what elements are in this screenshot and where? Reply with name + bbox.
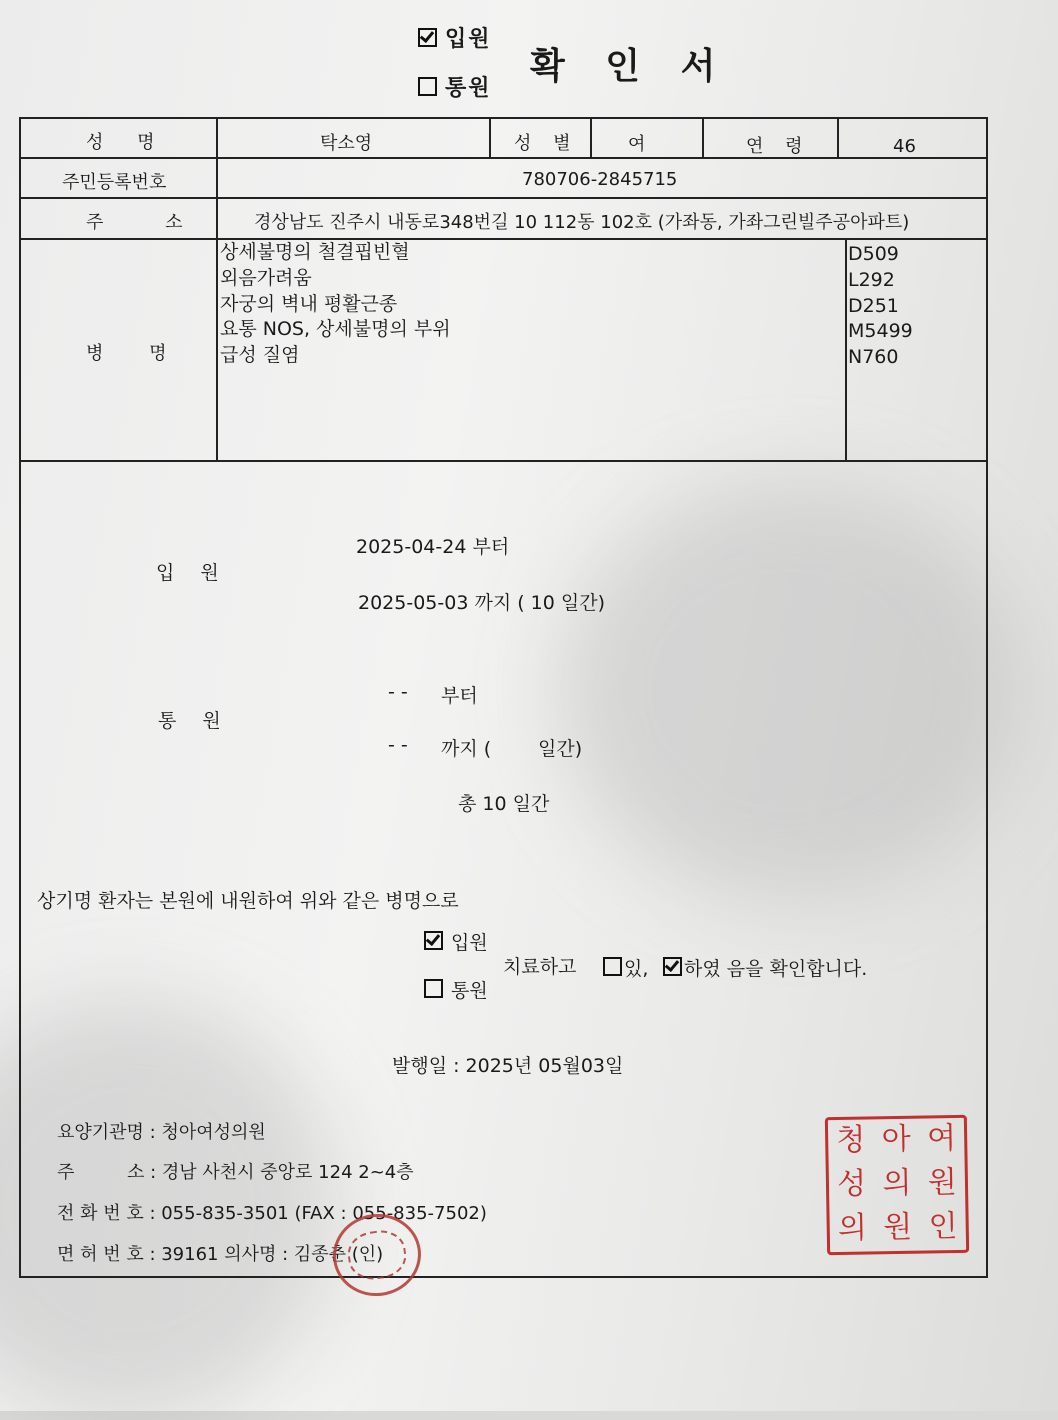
diagnosis-code: N760 xyxy=(848,346,899,369)
institution-name: 요양기관명 : 청아여성의원 xyxy=(57,1122,266,1143)
outpatient-from-date: - - xyxy=(388,681,408,703)
admission-from: 2025-04-24 부터 xyxy=(356,536,510,558)
outpatient-period-label: 통 원 xyxy=(158,710,231,732)
statement-outpatient-label: 통원 xyxy=(451,980,488,1002)
institution-seal: 청 아 여 성 의 원 의 원 인 xyxy=(825,1115,969,1255)
diagnosis-code: M5499 xyxy=(848,320,913,343)
admission-to: 2025-05-03 까지 ( 10 일간) xyxy=(358,592,605,614)
checked-box-icon xyxy=(663,957,682,976)
statement-outpatient-option xyxy=(424,976,488,1003)
diagnosis-code: D509 xyxy=(848,243,899,265)
outpatient-label: 통원 xyxy=(445,76,492,101)
statement-line: 상기명 환자는 본원에 내원하여 위와 같은 병명으로 xyxy=(37,890,459,912)
outpatient-days: 일간) xyxy=(538,738,583,760)
empty-box-icon xyxy=(424,979,443,998)
rrn-label: 주민등록번호 xyxy=(62,172,167,193)
outpatient-to-suffix: 까지 ( xyxy=(441,738,492,760)
diagnosis-name: 자궁의 벽내 평활근종 xyxy=(220,292,398,315)
rrn-value: 780706-2845715 xyxy=(522,169,678,190)
diagnosis-list xyxy=(220,240,451,369)
admission-label: 입원 xyxy=(445,27,492,52)
statement-option-done-label: 하였 음을 확인합니다. xyxy=(684,958,868,980)
age-label: 연 령 xyxy=(746,136,811,157)
statement-option-exists-label: 있, xyxy=(624,958,649,980)
issue-date: 발행일 : 2025년 05월03일 xyxy=(392,1055,624,1077)
diagnosis-code: L292 xyxy=(848,268,895,291)
empty-box-icon xyxy=(603,957,622,976)
institution-address: 소 : 경남 사천시 중앙로 124 2~4층 xyxy=(127,1162,414,1183)
checked-box-icon xyxy=(424,931,443,950)
name-value: 탁소영 xyxy=(320,133,373,154)
outpatient-checkbox-header xyxy=(418,71,492,102)
institution-license: 면 허 번 호 : 39161 의사명 : 김종춘 (인) xyxy=(57,1244,384,1265)
statement-admission-option xyxy=(424,928,488,955)
diagnosis-code: D251 xyxy=(848,294,899,317)
age-value: 46 xyxy=(893,136,916,157)
diagnosis-name: 상세불명의 철결핍빈혈 xyxy=(220,241,410,263)
diagnosis-label: 병 명 xyxy=(86,343,187,364)
checked-box-icon xyxy=(418,28,437,47)
document-title: 확 인 서 xyxy=(530,46,730,87)
name-label: 성 명 xyxy=(86,132,169,153)
empty-box-icon xyxy=(418,77,437,96)
institution-address-label: 주 xyxy=(57,1162,75,1183)
sex-label: 성 별 xyxy=(514,133,579,154)
diagnosis-name: 요통 NOS, 상세불명의 부위 xyxy=(220,318,451,341)
admission-period-label: 입 원 xyxy=(156,562,229,584)
sex-value: 여 xyxy=(628,134,646,155)
statement-treatment: 치료하고 xyxy=(503,956,577,978)
diagnosis-name: 급성 질염 xyxy=(220,344,300,367)
diagnosis-name: 외음가려움 xyxy=(220,266,312,289)
total-days: 총 10 일간 xyxy=(458,793,550,815)
form-frame xyxy=(19,117,988,1278)
statement-option-exists xyxy=(603,954,648,981)
admission-checkbox-header xyxy=(418,22,492,53)
outpatient-to-date: - - xyxy=(388,734,408,756)
address-value: 경상남도 진주시 내동로348번길 10 112동 102호 (가좌동, 가좌그린빌주공아파트) xyxy=(254,212,910,233)
statement-option-done xyxy=(663,954,867,981)
address-label: 주 소 xyxy=(86,212,211,233)
statement-admission-label: 입원 xyxy=(451,932,488,954)
diagnosis-code-list xyxy=(848,242,913,371)
institution-phone: 전 화 번 호 : 055-835-3501 (FAX : 055-835-7502) xyxy=(57,1203,487,1224)
outpatient-from-suffix: 부터 xyxy=(441,685,478,707)
